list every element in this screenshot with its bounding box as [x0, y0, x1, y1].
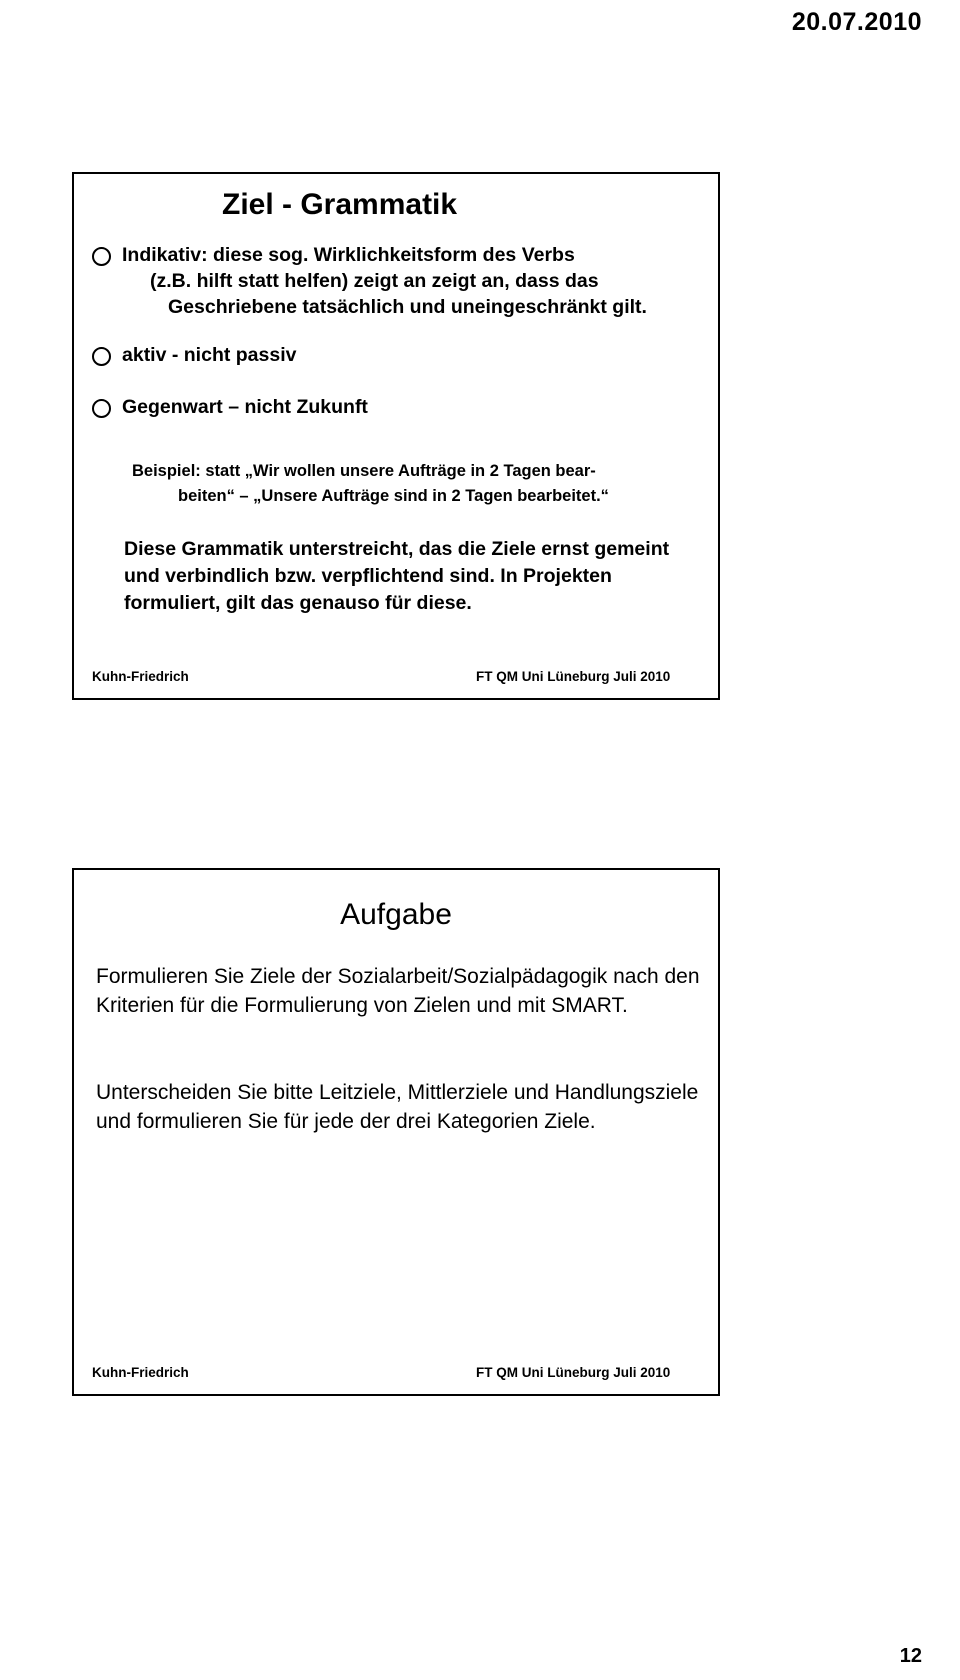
bullet-line-2: (z.B. hilft statt helfen) zeigt an zeigt an, dass das: [150, 270, 599, 292]
page-date: 20.07.2010: [791, 8, 922, 36]
slide1-footer-author: Kuhn-Friedrich: [92, 669, 189, 684]
circle-bullet-icon: [92, 347, 111, 366]
page-number: 12: [899, 1645, 922, 1667]
slide2-paragraph-2: Unterscheiden Sie bitte Leitziele, Mittlerziele und Handlungsziele und formulieren Sie für jede der drei Kategorien Ziele.: [96, 1081, 699, 1133]
bullet-item-label: [122, 242, 647, 320]
bullet-item-label: aktiv - nicht passiv: [122, 344, 297, 366]
slide2-footer-source: FT QM Uni Lüneburg Juli 2010: [476, 1365, 671, 1380]
circle-bullet-icon: [92, 247, 111, 266]
example-line-2: beiten“ – „Unsere Aufträge sind in 2 Tagen bearbeitet.“: [178, 487, 609, 505]
bullet-item-label: Gegenwart – nicht Zukunft: [122, 396, 368, 418]
bullet-line-1: Indikativ: diese sog. Wirklichkeitsform des Verbs: [122, 244, 575, 266]
slide1-note-text: Diese Grammatik unterstreicht, das die Ziele ernst gemeint und verbindlich bzw. verpflichtend sind. In Projekten formuliert, gilt das genauso für diese.: [124, 538, 670, 614]
bullet-item-gegenwart: [92, 394, 706, 420]
slide1-title: Ziel - Grammatik: [222, 188, 458, 221]
slide2-paragraph-1: Formulieren Sie Ziele der Sozialarbeit/Sozialpädagogik nach den Kriterien für die Formulierung von Zielen und mit SMART.: [96, 965, 700, 1017]
bullet-line-3: Geschriebene tatsächlich und uneingeschränkt gilt.: [168, 296, 647, 318]
slide1-example-text: [132, 459, 698, 509]
slide-aufgabe: [72, 868, 720, 1396]
circle-bullet-icon: [92, 399, 111, 418]
slide2-footer-author: Kuhn-Friedrich: [92, 1365, 189, 1380]
slide1-footer-source: FT QM Uni Lüneburg Juli 2010: [476, 669, 671, 684]
bullet-item-indikativ: [92, 242, 706, 320]
example-line-1: Beispiel: statt „Wir wollen unsere Aufträge in 2 Tagen bear-: [132, 462, 596, 480]
slide2-title: Aufgabe: [340, 898, 452, 931]
slide-grammatik: [72, 172, 720, 700]
bullet-item-aktiv: [92, 342, 706, 368]
